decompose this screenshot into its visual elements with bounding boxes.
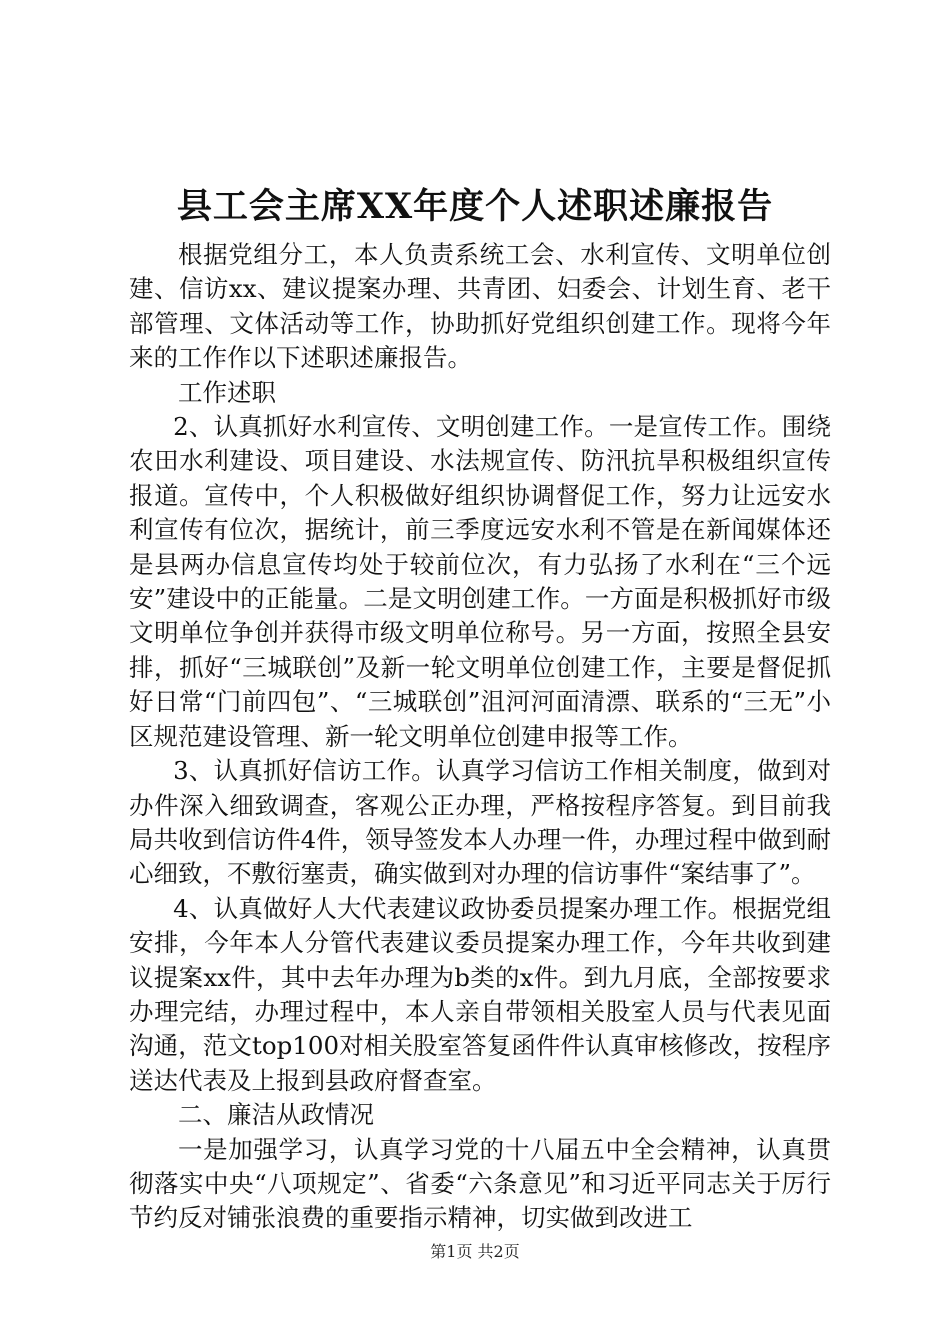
paragraph-item-2: 2、认真抓好水利宣传、文明创建工作。一是宣传工作。围绕农田水利建设、项目建设、水法规宣传、防汛抗旱积极组织宣传报道。宣传中，个人积极做好组织协调督促工作，努力让远安水利宣传有位次，据统计，前三季度远安水利不管是在新闻媒体还是县两办信息宣传均处于较前位次，有力弘扬了水利在“三个远安”建设中的正能量。二是文明创建工作。一方面是积极抓好市级文明单位争创并获得市级文明单位称号。另一方面，按照全县安排，抓好“三城联创”及新一轮文明单位创建工作，主要是督促抓好日常“门前四包”、“三城联创”沮河河面清漂、联系的“三无”小区规范建设管理、新一轮文明单位创建申报等工作。 xyxy=(129,412,831,751)
page-footer: 第1页 共2页 xyxy=(430,1242,520,1261)
document-title: 县工会主席XX年度个人述职述廉报告 xyxy=(176,186,774,227)
section-heading-integrity: 二、廉洁从政情况 xyxy=(178,1100,374,1130)
paragraph-integrity-1: 一是加强学习，认真学习党的十八届五中全会精神，认真贯彻落实中央“八项规定”、省委“六条意见”和习近平同志关于厉行节约反对铺张浪费的重要指示精神，切实做到改进工 xyxy=(129,1134,831,1233)
paragraph-item-4: 4、认真做好人大代表建议政协委员提案办理工作。根据党组安排，今年本人分管代表建议委员提案办理工作，今年共收到建议提案xx件，其中去年办理为b类的x件。到九月底，全部按要求办理完结，办理过程中，本人亲自带领相关股室人员与代表见面沟通，范文top100对相关股室答复函件件认真审核修改，按程序送达代表及上报到县政府督查室。 xyxy=(129,893,831,1095)
paragraph-item-3: 3、认真抓好信访工作。认真学习信访工作相关制度，做到对办件深入细致调查，客观公正办理，严格按程序答复。到目前我局共收到信访件4件，领导签发本人办理一件，办理过程中做到耐心细致，不敷衍塞责，确实做到对办理的信访事件“案结事了”。 xyxy=(129,756,831,889)
document-body xyxy=(129,238,831,1236)
intro-paragraph: 根据党组分工，本人负责系统工会、水利宣传、文明单位创建、信访xx、建议提案办理、共青团、妇委会、计划生育、老干部管理、文体活动等工作，协助抓好党组织创建工作。现将今年来的工作作以下述职述廉报告。 xyxy=(129,240,831,373)
section-heading-work-report: 工作述职 xyxy=(178,377,276,407)
